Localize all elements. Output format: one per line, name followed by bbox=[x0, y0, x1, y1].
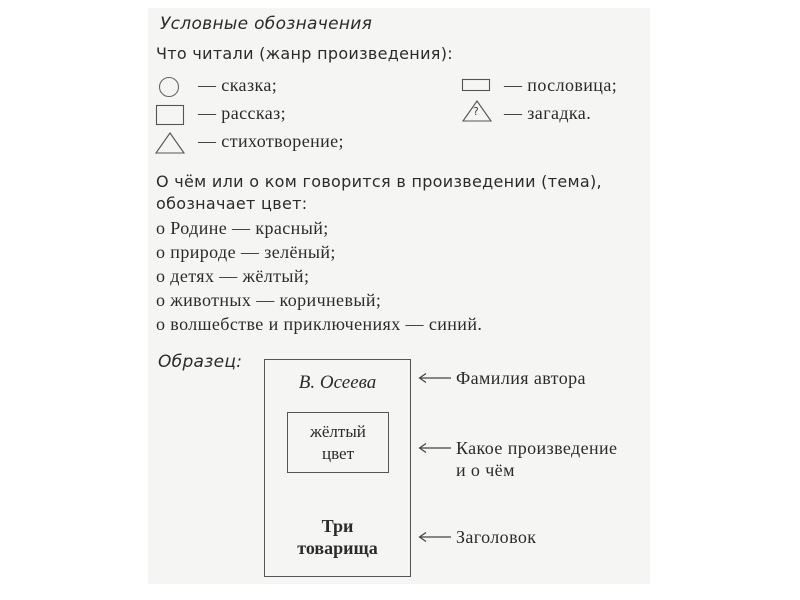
theme-item: о животных — коричневый; bbox=[156, 290, 382, 310]
genre-label-poem: — стихотворение; bbox=[198, 131, 344, 151]
genre-label-proverb: — пословица; bbox=[504, 75, 618, 95]
genre-question: Что читали (жанр произведения): bbox=[156, 44, 453, 63]
sample-title-line2: товарища bbox=[297, 538, 378, 558]
textbook-page bbox=[148, 8, 650, 584]
flat-rectangle-icon bbox=[462, 79, 490, 91]
annotation-work-line1: Какое произведение bbox=[456, 438, 618, 458]
question-mark: ? bbox=[473, 105, 479, 118]
annotation-title: Заголовок bbox=[456, 527, 537, 547]
arrow-left-icon bbox=[418, 372, 452, 384]
theme-question-line1: О чём или о ком говорится в произведении (тема), bbox=[156, 172, 602, 191]
genre-label-riddle: — загадка. bbox=[504, 103, 592, 123]
annotation-work-line2: и о чём bbox=[456, 460, 515, 480]
genre-label-story: — рассказ; bbox=[198, 103, 287, 123]
theme-item: о природе — зелёный; bbox=[156, 242, 336, 262]
theme-item: о волшебстве и приключениях — синий. bbox=[156, 314, 483, 334]
arrow-left-icon bbox=[418, 531, 452, 543]
genre-label-fairytale: — сказка; bbox=[198, 75, 278, 95]
theme-item: о Родине — красный; bbox=[156, 218, 329, 238]
theme-item: о детях — жёлтый; bbox=[156, 266, 310, 286]
color-box-line2: цвет bbox=[322, 444, 354, 463]
triangle-icon bbox=[155, 132, 185, 154]
rectangle-icon bbox=[156, 105, 184, 125]
sample-label: Образец: bbox=[158, 352, 243, 372]
legend-heading: Условные обозначения bbox=[160, 14, 373, 34]
sample-title-line1: Три bbox=[321, 516, 354, 536]
annotation-author: Фамилия автора bbox=[456, 368, 586, 388]
color-box bbox=[287, 412, 389, 473]
arrow-left-icon bbox=[418, 442, 452, 454]
sample-author: В. Осеева bbox=[298, 372, 377, 393]
sample-card bbox=[264, 359, 411, 577]
theme-question-line2: обозначает цвет: bbox=[156, 194, 308, 213]
circle-icon bbox=[158, 76, 180, 98]
color-box-line1: жёлтый bbox=[310, 422, 366, 441]
